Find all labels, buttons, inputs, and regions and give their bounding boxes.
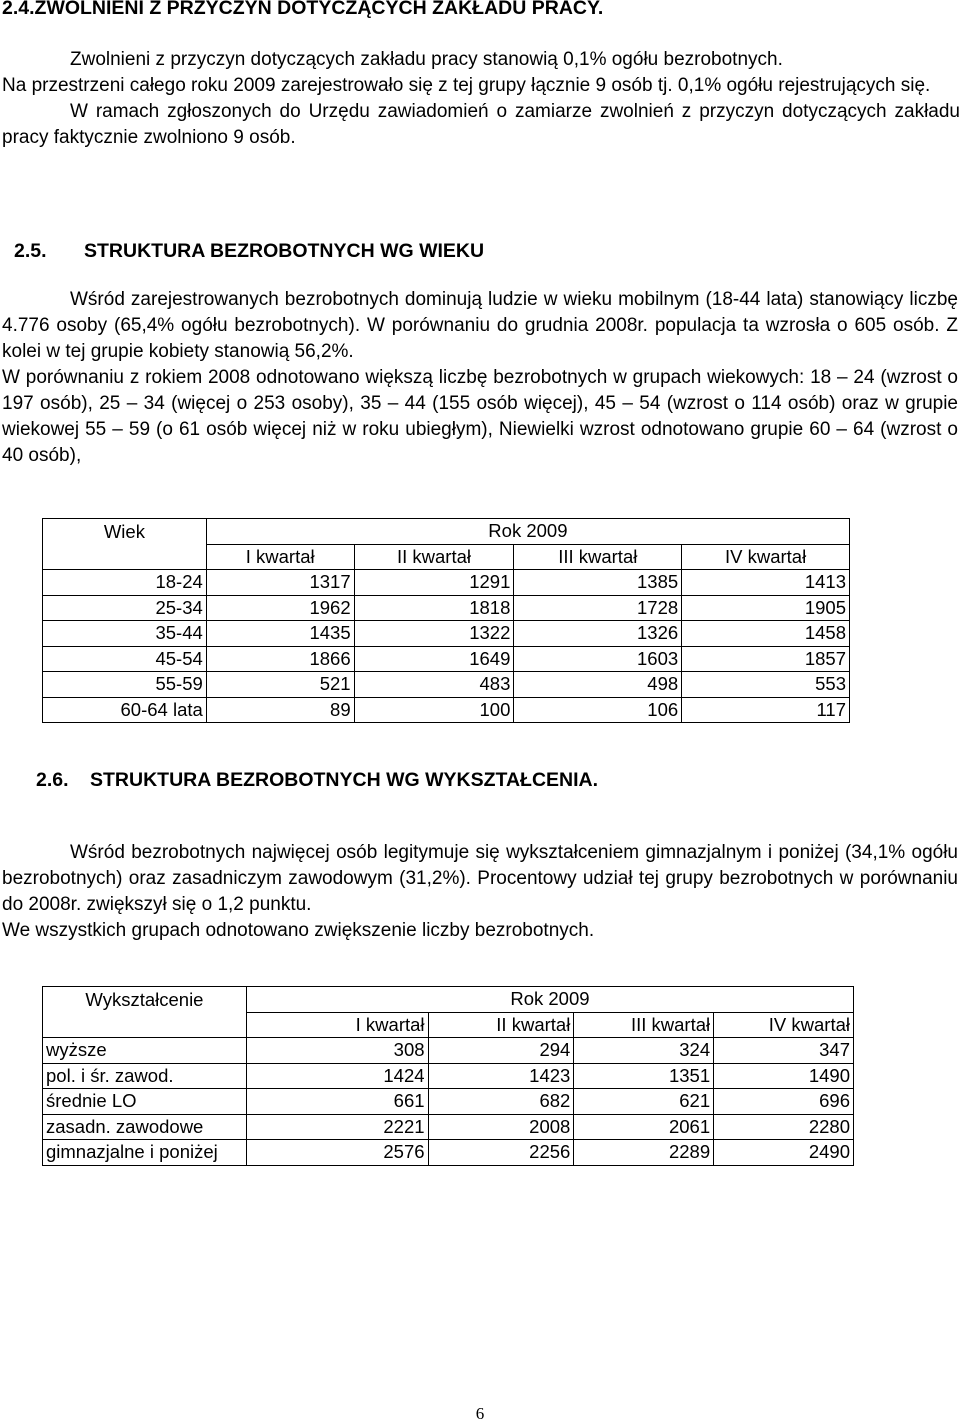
row-label: zasadn. zawodowe <box>43 1114 247 1140</box>
cell-value: 2061 <box>574 1114 714 1140</box>
age-table <box>42 518 850 723</box>
cell-value: 1424 <box>246 1063 428 1089</box>
education-table-quarter-header: III kwartał <box>574 1012 714 1038</box>
cell-value: 117 <box>682 697 850 723</box>
cell-value: 1818 <box>354 595 514 621</box>
section-2-4-line-2: Na przestrzeni całego roku 2009 zarejestrowało się z tej grupy łącznie 9 osób tj. 0,1% ogółu rejestrujących się. <box>2 75 931 96</box>
section-2-6-title: STRUKTURA BEZROBOTNYCH WG WYKSZTAŁCENIA. <box>90 769 599 791</box>
cell-value: 2008 <box>428 1114 574 1140</box>
cell-value: 1728 <box>514 595 682 621</box>
table-row <box>43 697 850 723</box>
cell-value: 1905 <box>682 595 850 621</box>
section-2-5-heading <box>2 239 484 263</box>
section-2-5-number: 2.5. <box>14 240 47 262</box>
section-2-4-title: ZWOLNIENI Z PRZYCZYN DOTYCZĄCYCH ZAKŁADU PRACY. <box>34 0 604 19</box>
section-2-5-title: STRUKTURA BEZROBOTNYCH WG WIEKU <box>84 240 485 262</box>
cell-value: 696 <box>714 1089 854 1115</box>
table-row <box>43 646 850 672</box>
row-label: 55-59 <box>43 672 207 698</box>
table-row <box>43 1114 854 1140</box>
page-number: 6 <box>475 1404 485 1423</box>
cell-value: 1649 <box>354 646 514 672</box>
age-table-quarter-header: I kwartał <box>206 544 354 570</box>
age-table-quarter-header: II kwartał <box>354 544 514 570</box>
age-table-empty-cell <box>43 544 207 570</box>
cell-value: 1326 <box>514 621 682 647</box>
cell-value: 106 <box>514 697 682 723</box>
cell-value: 1857 <box>682 646 850 672</box>
age-table-col-header: Wiek <box>43 519 207 545</box>
table-row <box>43 595 850 621</box>
row-label: 45-54 <box>43 646 207 672</box>
cell-value: 324 <box>574 1038 714 1064</box>
cell-value: 1351 <box>574 1063 714 1089</box>
education-table-empty-cell <box>43 1012 247 1038</box>
cell-value: 621 <box>574 1089 714 1115</box>
cell-value: 2280 <box>714 1114 854 1140</box>
education-table-year-header: Rok 2009 <box>246 987 853 1013</box>
cell-value: 89 <box>206 697 354 723</box>
cell-value: 1866 <box>206 646 354 672</box>
section-2-4-heading <box>2 0 603 20</box>
cell-value: 483 <box>354 672 514 698</box>
education-table-quarter-row <box>43 1012 854 1038</box>
cell-value: 1490 <box>714 1063 854 1089</box>
cell-value: 1435 <box>206 621 354 647</box>
row-label: 25-34 <box>43 595 207 621</box>
section-2-5-paragraph-1: Wśród zarejestrowanych bezrobotnych dominują ludzie w wieku mobilnym (18-44 lata) stanowiący liczbę 4.776 osoby (65,4% ogółu bezrobotnych). W porównaniu do grudnia 2008r. populacja ta wzrosła o 605 osób. Z kolei w tej grupie kobiety stanowią 56,2%. <box>2 289 958 362</box>
section-2-6-heading <box>2 768 598 792</box>
cell-value: 1413 <box>682 570 850 596</box>
cell-value: 2576 <box>246 1140 428 1166</box>
table-row <box>43 1038 854 1064</box>
cell-value: 347 <box>714 1038 854 1064</box>
section-2-5-paragraph-2: W porównaniu z rokiem 2008 odnotowano większą liczbę bezrobotnych w grupach wiekowych: 18 – 24 (wzrost o 197 osób), 25 – 34 (więcej o 253 osoby), 35 – 44 (155 osób więcej), 45 – 54 (wzrost o 114 osób) oraz w grupie wiekowej 55 – 59 (o 61 osób więcej niż w roku ubiegłym), Niewielki wzrost odnotowano grupie 60 – 64 (wzrost o 40 osób), <box>2 367 958 466</box>
table-row <box>43 570 850 596</box>
cell-value: 1458 <box>682 621 850 647</box>
cell-value: 661 <box>246 1089 428 1115</box>
cell-value: 1291 <box>354 570 514 596</box>
table-row <box>43 621 850 647</box>
section-2-6-paragraph-2: We wszystkich grupach odnotowano zwiększenie liczby bezrobotnych. <box>2 920 595 941</box>
education-table-header-row <box>43 987 854 1013</box>
table-row <box>43 672 850 698</box>
cell-value: 1423 <box>428 1063 574 1089</box>
cell-value: 294 <box>428 1038 574 1064</box>
cell-value: 2221 <box>246 1114 428 1140</box>
cell-value: 682 <box>428 1089 574 1115</box>
cell-value: 1603 <box>514 646 682 672</box>
education-table-quarter-header: I kwartał <box>246 1012 428 1038</box>
section-2-4-line-3: W ramach zgłoszonych do Urzędu zawiadomień o zamiarze zwolnień z przyczyn dotyczących zakładu pracy faktycznie zwolniono 9 osób. <box>2 101 960 148</box>
cell-value: 2289 <box>574 1140 714 1166</box>
cell-value: 521 <box>206 672 354 698</box>
age-table-year-header: Rok 2009 <box>206 519 849 545</box>
cell-value: 2490 <box>714 1140 854 1166</box>
section-2-4-body <box>2 47 960 151</box>
cell-value: 1322 <box>354 621 514 647</box>
cell-value: 1317 <box>206 570 354 596</box>
section-2-6-number: 2.6. <box>36 769 69 791</box>
education-table-quarter-header: IV kwartał <box>714 1012 854 1038</box>
section-2-6-paragraph-1: Wśród bezrobotnych najwięcej osób legitymuje się wykształceniem gimnazjalnym i poniżej (34,1% ogółu bezrobotnych) oraz zasadniczym zawodowym (31,2%). Procentowy udział tej grupy bezrobotnych w porównaniu do 2008r. zwiększył się o 1,2 punktu. <box>2 842 958 915</box>
section-2-4-line-1: Zwolnieni z przyczyn dotyczących zakładu pracy stanowią 0,1% ogółu bezrobotnych. <box>70 49 783 70</box>
cell-value: 1385 <box>514 570 682 596</box>
section-2-5-body <box>2 287 958 469</box>
row-label: średnie LO <box>43 1089 247 1115</box>
cell-value: 2256 <box>428 1140 574 1166</box>
row-label: wyższe <box>43 1038 247 1064</box>
row-label: 35-44 <box>43 621 207 647</box>
row-label: 18-24 <box>43 570 207 596</box>
cell-value: 498 <box>514 672 682 698</box>
cell-value: 553 <box>682 672 850 698</box>
age-table-quarter-row <box>43 544 850 570</box>
row-label: pol. i śr. zawod. <box>43 1063 247 1089</box>
cell-value: 1962 <box>206 595 354 621</box>
section-2-4-number: 2.4. <box>2 0 35 19</box>
cell-value: 100 <box>354 697 514 723</box>
age-table-header-row <box>43 519 850 545</box>
table-row <box>43 1063 854 1089</box>
age-table-quarter-header: IV kwartał <box>682 544 850 570</box>
education-table-col-header: Wykształcenie <box>43 987 247 1013</box>
education-table <box>42 986 854 1166</box>
row-label: gimnazjalne i poniżej <box>43 1140 247 1166</box>
row-label: 60-64 lata <box>43 697 207 723</box>
section-2-6-body <box>2 840 958 944</box>
table-row <box>43 1140 854 1166</box>
education-table-quarter-header: II kwartał <box>428 1012 574 1038</box>
table-row <box>43 1089 854 1115</box>
age-table-quarter-header: III kwartał <box>514 544 682 570</box>
cell-value: 308 <box>246 1038 428 1064</box>
